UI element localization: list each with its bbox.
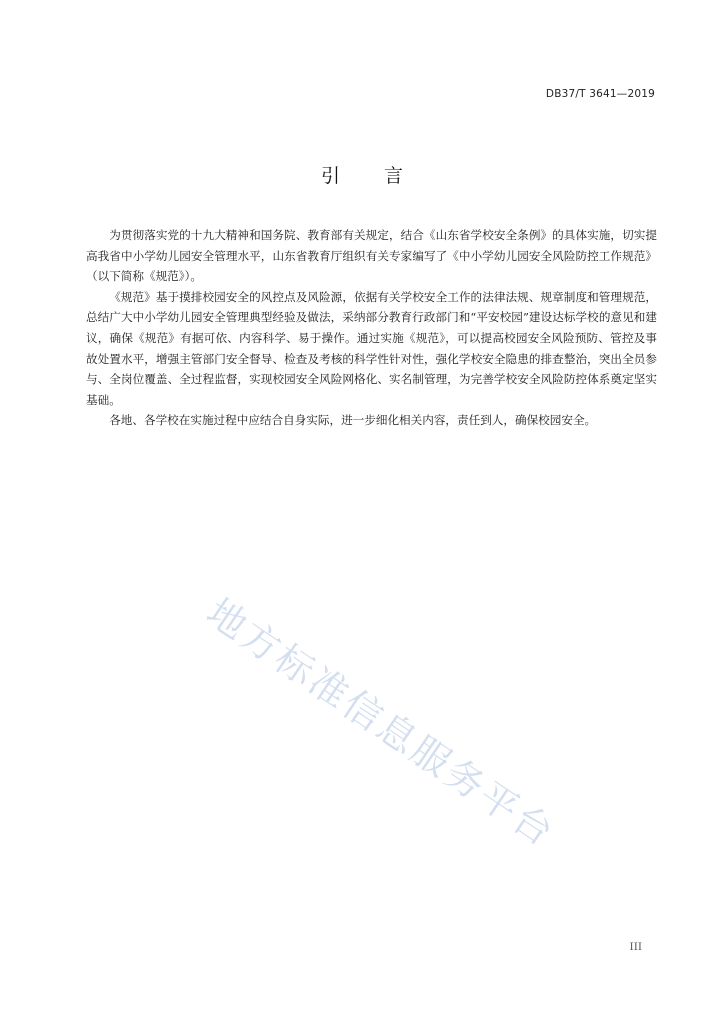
paragraph-3: 各地、各学校在实施过程中应结合自身实际，进一步细化相关内容，责任到人，确保校园安全。 bbox=[109, 413, 597, 428]
standard-code: DB37/T 3641—2019 bbox=[545, 88, 655, 100]
document-body bbox=[86, 225, 657, 431]
paragraph-2: 《规范》基于摸排校园安全的风控点及风险源，依据有关学校安全工作的法律法规、规章制度和管理规范，总结广大中小学幼儿园安全管理典型经验及做法，采纳部分教育行政部门和“平安校园”建设达标学校的意见和建议，确保《规范》有据可依、内容科学、易于操作。通过实施《规范》，可以提高校园安全风险预防、管控及事故处置水平，增强主管部门安全督导、检查及考核的科学性针对性，强化学校安全隐患的排查整治，突出全员参与、全岗位覆盖、全过程监督，实现校园安全风险网格化、实名制管理，为完善学校安全风险防控体系奠定坚实基础。 bbox=[86, 289, 657, 407]
watermark-text: 地方标准信息服务平台 bbox=[198, 590, 564, 856]
page-title: 引言 bbox=[320, 165, 447, 187]
page-number: III bbox=[629, 941, 642, 953]
paragraph-1: 为贯彻落实党的十九大精神和国务院、教育部有关规定，结合《山东省学校安全条例》的具体实施，切实提高我省中小学幼儿园安全管理水平，山东省教育厅组织有关专家编写了《中小学幼儿园安全风险防控工作规范》（以下简称《规范》）。 bbox=[86, 228, 657, 284]
